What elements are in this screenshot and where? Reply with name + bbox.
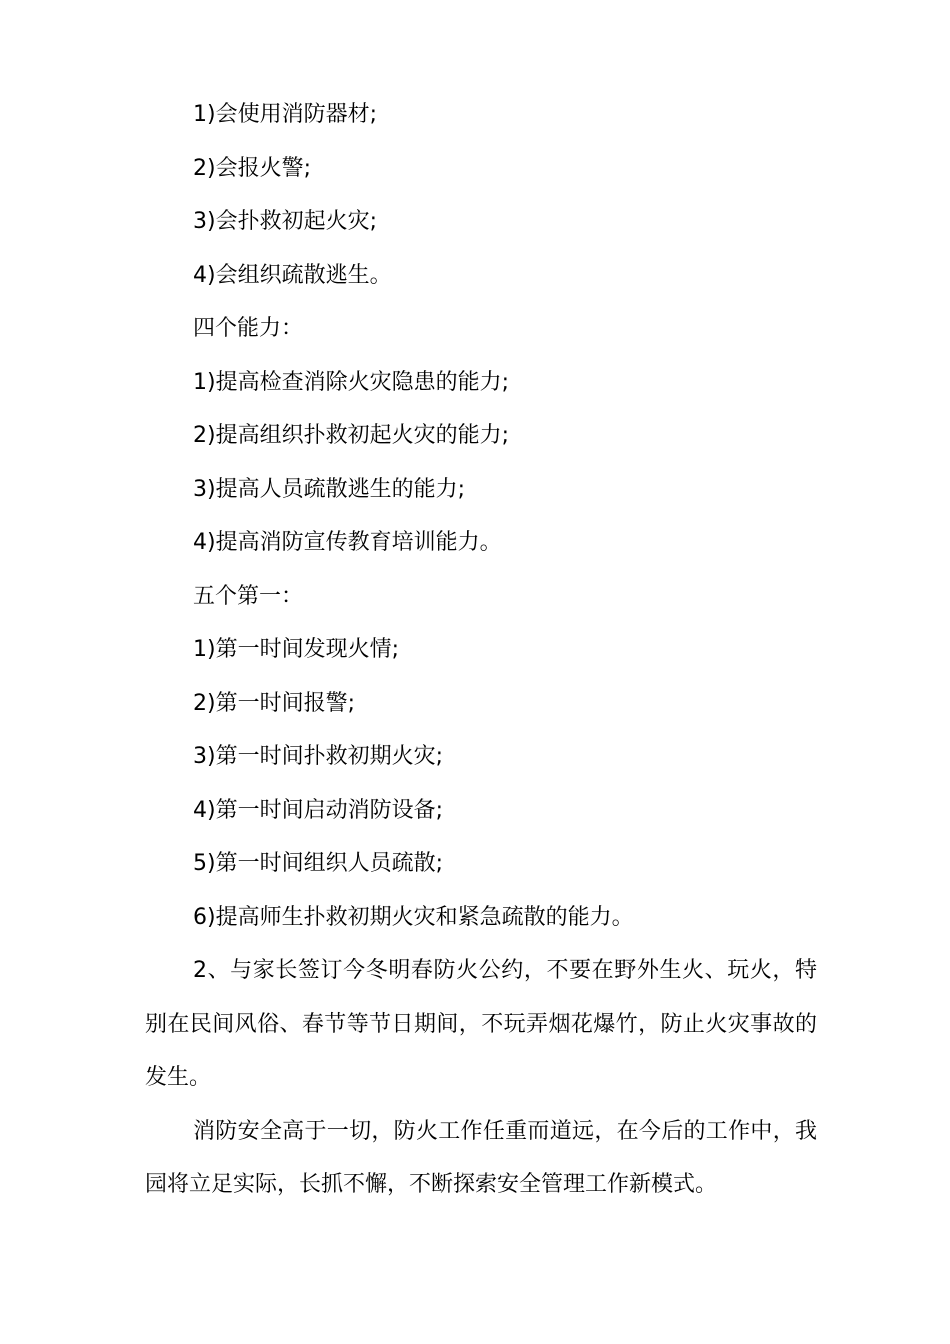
list-item: 1)第一时间发现火情; — [193, 637, 399, 662]
list-item: 4)第一时间启动消防设备; — [193, 797, 443, 823]
document-body — [145, 88, 817, 1212]
list-item: 1)会使用消防器材; — [193, 102, 377, 127]
list-item: 3)会扑救初起火灾; — [193, 209, 377, 234]
list-item: 5)第一时间组织人员疏散; — [193, 851, 443, 876]
list-item: 2)第一时间报警; — [193, 690, 355, 716]
list-item: 4)会组织疏散逃生。 — [193, 262, 392, 288]
list-item: 2)会报火警; — [193, 155, 311, 181]
list-item: 2)提高组织扑救初起火灾的能力; — [193, 423, 509, 448]
paragraph-parent-agreement: 2、与家长签订今冬明春防火公约，不要在野外生火、玩火，特别在民间风俗、春节等节日期间，不玩弄烟花爆竹，防止火灾事故的发生。 — [145, 958, 817, 1090]
list-item: 3)第一时间扑救初期火灾; — [193, 744, 443, 769]
section-heading: 五个第一： — [193, 583, 304, 609]
list-item: 3)提高人员疏散逃生的能力; — [193, 476, 465, 502]
list-item: 6)提高师生扑救初期火灾和紧急疏散的能力。 — [193, 904, 634, 930]
paragraph-conclusion: 消防安全高于一切，防火工作任重而道远，在今后的工作中，我园将立足实际，长抓不懈，不断探索安全管理工作新模式。 — [145, 1118, 817, 1197]
list-item: 4)提高消防宣传教育培训能力。 — [193, 530, 502, 555]
list-item: 1)提高检查消除火灾隐患的能力; — [193, 369, 509, 395]
section-heading: 四个能力： — [193, 316, 304, 341]
